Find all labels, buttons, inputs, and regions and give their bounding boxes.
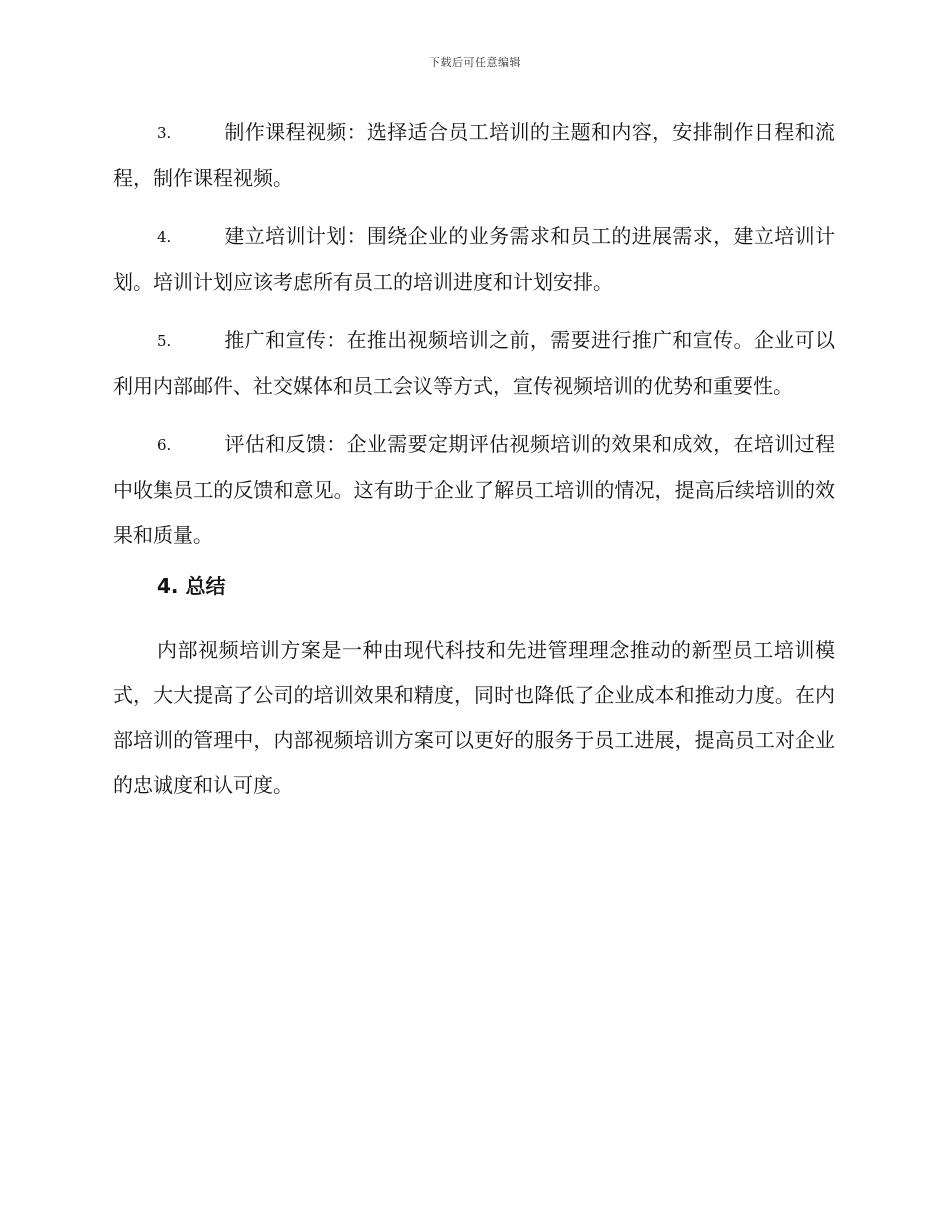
list-item [113,318,835,409]
list-item-text: 推广和宣传：在推出视频培训之前，需要进行推广和宣传。企业可以利用内部邮件、社交媒体和员工会议等方式，宣传视频培训的优势和重要性。 [113,328,835,398]
document-body [113,110,835,808]
list-item [113,110,835,201]
list-item [113,422,835,558]
summary-paragraph: 内部视频培训方案是一种由现代科技和先进管理理念推动的新型员工培训模式，大大提高了公司的培训效果和精度，同时也降低了企业成本和推动力度。在内部培训的管理中，内部视频培训方案可以更好的服务于员工进展，提高员工对企业的忠诚度和认可度。 [113,638,835,797]
list-item [113,214,835,305]
page-header: 下载后可任意编辑 [429,56,521,69]
list-item-number: 5. [157,332,172,350]
section-heading: 4. 总结 [157,574,226,598]
list-item-number: 6. [157,436,172,454]
list-item-text: 评估和反馈：企业需要定期评估视频培训的效果和成效，在培训过程中收集员工的反馈和意见。这有助于企业了解员工培训的情况，提高后续培训的效果和质量。 [113,432,835,547]
list-item-text: 建立培训计划：围绕企业的业务需求和员工的进展需求，建立培训计划。培训计划应该考虑所有员工的培训进度和计划安排。 [113,224,835,294]
list-item-text: 制作课程视频：选择适合员工培训的主题和内容，安排制作日程和流程，制作课程视频。 [113,120,835,190]
list-item-number: 3. [157,124,172,142]
list-item-number: 4. [157,228,172,246]
